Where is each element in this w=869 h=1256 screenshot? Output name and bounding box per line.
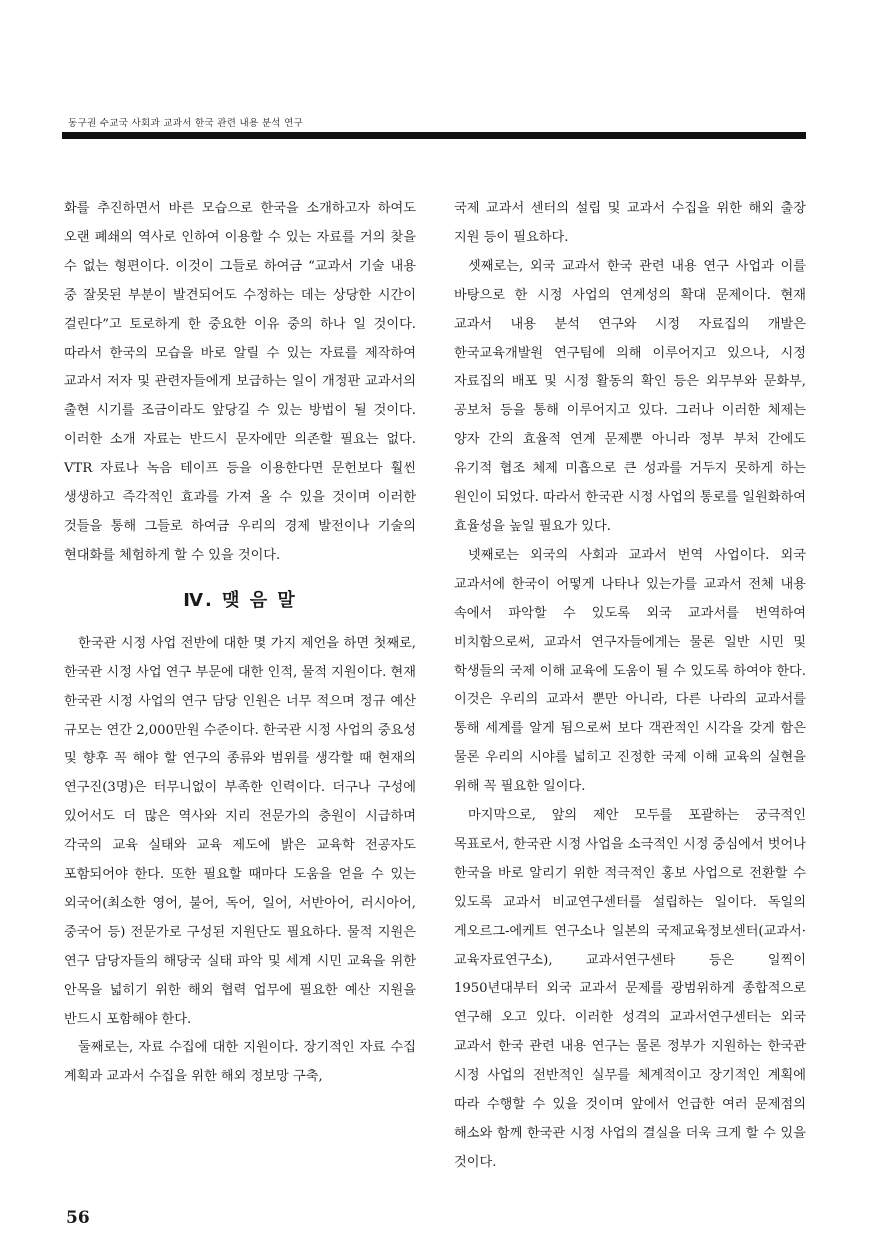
page-number: 56 xyxy=(66,1208,90,1228)
right-paragraph-2: 셋째로는, 외국 교과서 한국 관련 내용 연구 사업과 이를 바탕으로 한 시정 사업의 연계성의 확대 문제이다. 현재 교과서 내용 분석 연구와 시정 자료집의 개발은 한국교육개발원 연구팀에 의해 이루어지고 있으나, 시정 자료집의 배포 및 시정 활동의 확인 등은 외무부와 문화부, 공보처 등을 통해 이루어지고 있다. 그러나 이러한 체제는 양자 간의 효율적 연계 문제뿐 아니라 정부 부처 간에도 유기적 협조 체제 미흡으로 큰 성과를 거두지 못하게 하는 원인이 되었다. 따라서 한국관 시정 사업의 통로를 일원화하여 효율성을 높일 필요가 있다. xyxy=(454,258,807,534)
section-heading: Ⅳ. 맺 음 말 xyxy=(183,589,297,611)
right-column xyxy=(454,195,806,1178)
left-paragraph-3: 둘째로는, 자료 수집에 대한 지원이다. 장기적인 자료 수집 계획과 교과서 수집을 위한 해외 정보망 구축, xyxy=(64,1040,416,1085)
left-column xyxy=(64,195,416,1092)
left-paragraph-2: 한국관 시정 사업 전반에 대한 몇 가지 제언을 하면 첫째로, 한국관 시정 사업 연구 부문에 대한 인적, 물적 지원이다. 현재 한국관 시정 사업의 연구 담당 인원은 너무 적으며 정규 예산 규모는 연간 2,000만원 수준이다. 한국관 시정 사업의 중요성 및 향후 꼭 해야 할 연구의 종류와 범위를 생각할 때 현재의 연구진(3명)은 터무니없이 부족한 인력이다. 더구나 구성에 있어서도 더 많은 역사와 지리 전문가의 충원이 시급하며 각국의 교육 실태와 교육 제도에 밝은 교육학 전공자도 포함되어야 한다. 또한 필요할 때마다 도움을 얻을 수 있는 외국어(최소한 영어, 불어, 독어, 일어, 서반아어, 러시아어, 중국어 등) 전문가로 구성된 지원단도 필요하다. 물적 지원은 연구 담당자들의 해당국 실태 파악 및 세계 시민 교육을 위한 안목을 넓히기 위한 해외 협력 업무에 필요한 예산 지원을 반드시 포함해야 한다. xyxy=(64,635,416,1027)
left-paragraph-1: 화를 추진하면서 바른 모습으로 한국을 소개하고자 하여도 오랜 폐쇄의 역사로 인하여 이용할 수 있는 자료를 거의 찾을 수 없는 형편이다. 이것이 그들로 하여금 “교과서 기술 내용 중 잘못된 부분이 발견되어도 수정하는 데는 상당한 시간이 걸린다”고 토로하게 한 중요한 이유 중의 하나 일 것이다. 따라서 한국의 모습을 바로 알릴 수 있는 자료를 제작하여 교과서 저자 및 관련자들에게 보급하는 일이 개정판 교과서의 출현 시기를 조금이라도 앞당길 수 있는 방법이 될 것이다. 이러한 소개 자료는 반드시 문자에만 의존할 필요는 없다. VTR 자료나 녹음 테이프 등을 이용한다면 문헌보다 훨씬 생생하고 즉각적인 효과를 가져 올 수 있을 것이며 이러한 것들을 통해 그들로 하여금 우리의 경제 발전이나 기술의 현대화를 체험하게 할 수 있을 것이다. xyxy=(64,201,416,563)
right-paragraph-3: 넷째로는 외국의 사회과 교과서 번역 사업이다. 외국 교과서에 한국이 어떻게 나타나 있는가를 교과서 전체 내용 속에서 파악할 수 있도록 외국 교과서를 번역하여 비치함으로써, 교과서 연구자들에게는 물론 일반 시민 및 학생들의 국제 이해 교육에 도움이 될 수 있도록 하여야 한다. 이것은 우리의 교과서 뿐만 아니라, 다른 나라의 교과서를 통해 세계를 알게 됨으로써 보다 객관적인 시각을 갖게 함은 물론 우리의 시야를 넓히고 진정한 국제 이해 교육의 실현을 위해 꼭 필요한 일이다. xyxy=(454,547,806,795)
header-rule xyxy=(62,132,806,139)
right-paragraph-1: 국제 교과서 센터의 설립 및 교과서 수집을 위한 해외 출장 지원 등이 필요하다. xyxy=(454,201,806,245)
right-paragraph-4: 마지막으로, 앞의 제안 모두를 포괄하는 궁극적인 목표로서, 한국관 시정 사업을 소극적인 시정 중심에서 벗어나 한국을 바로 알리기 위한 적극적인 홍보 사업으로 전환할 수 있도록 교과서 비교연구센터를 설립하는 일이다. 독일의 게오르그-에케트 연구소나 일본의 국제교육정보센터(교과서·교육자료연구소), 교과서연구센타 등은 일찍이 1950년대부터 외국 교과서 문제를 광범위하게 종합적으로 연구해 오고 있다. 이러한 성격의 교과서연구센터는 외국 교과서 한국 관련 내용 연구는 물론 정부가 지원하는 한국관 시정 사업의 전반적인 실무를 체계적이고 장기적인 계획에 따라 수행할 수 있을 것이며 앞에서 언급한 여러 문제점의 해소와 함께 한국관 시정 사업의 결실을 더욱 크게 할 수 있을 것이다. xyxy=(454,808,807,1170)
running-head: 동구권 수교국 사회과 교과서 한국 관련 내용 분석 연구 xyxy=(68,118,304,129)
